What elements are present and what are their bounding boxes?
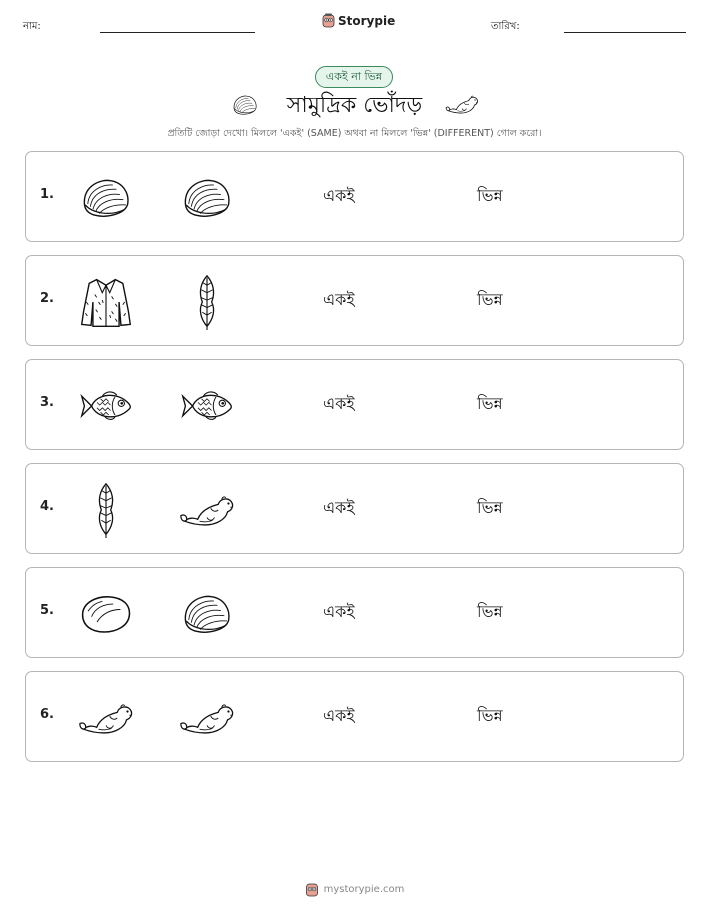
same-option[interactable]: একই — [323, 186, 355, 205]
question-row — [25, 151, 684, 242]
question-row — [25, 359, 684, 450]
different-option[interactable]: ভিন্ন — [477, 394, 503, 413]
footer — [0, 882, 709, 897]
footer-url[interactable]: mystorypie.com — [323, 884, 405, 895]
fish-icon — [180, 388, 234, 424]
same-option[interactable]: একই — [323, 498, 355, 517]
question-number: 2. — [40, 291, 54, 306]
kelp-icon — [193, 274, 221, 330]
date-label: তারিখ: — [491, 21, 520, 32]
clam-icon — [181, 592, 233, 636]
question-row — [25, 255, 684, 346]
right-picture — [179, 274, 235, 330]
question-row — [25, 463, 684, 554]
storypie-mascot-icon — [305, 882, 319, 897]
same-option[interactable]: একই — [323, 706, 355, 725]
date-line[interactable] — [564, 32, 686, 33]
storypie-logo — [322, 13, 395, 28]
different-option[interactable]: ভিন্ন — [477, 498, 503, 517]
brand-name: Storypie — [338, 13, 396, 28]
question-number: 4. — [40, 499, 54, 514]
kelp-icon — [92, 482, 120, 538]
right-picture — [179, 170, 235, 226]
fish-icon — [79, 388, 133, 424]
rock-icon — [79, 593, 133, 635]
different-option[interactable]: ভিন্ন — [477, 602, 503, 621]
same-option[interactable]: একই — [323, 394, 355, 413]
fur-coat-icon — [78, 274, 134, 330]
worksheet-type-badge: একই না ভিন্ন — [315, 66, 393, 88]
different-option[interactable]: ভিন্ন — [477, 706, 503, 725]
sea-otter-icon — [445, 92, 479, 116]
question-row — [25, 671, 684, 762]
right-picture — [179, 482, 235, 538]
name-label: নাম: — [23, 21, 41, 32]
question-row — [25, 567, 684, 658]
left-picture — [78, 378, 134, 434]
sea-otter-icon — [179, 699, 235, 737]
question-number: 6. — [40, 707, 54, 722]
page-title: সামুদ্রিক ভোঁদড় — [286, 93, 423, 118]
question-number: 1. — [40, 187, 54, 202]
sea-otter-icon — [78, 699, 134, 737]
name-line[interactable] — [100, 32, 255, 33]
left-picture — [78, 690, 134, 746]
instructions: প্রতিটি জোড়া দেখো। মিললে 'একই' (SAME) অথবা না মিললে 'ভিন্ন' (DIFFERENT) গোল করো। — [167, 128, 542, 139]
different-option[interactable]: ভিন্ন — [477, 290, 503, 309]
left-picture — [78, 274, 134, 330]
different-option[interactable]: ভিন্ন — [477, 186, 503, 205]
left-picture — [78, 586, 134, 642]
question-number: 5. — [40, 603, 54, 618]
same-option[interactable]: একই — [323, 290, 355, 309]
question-number: 3. — [40, 395, 54, 410]
clam-icon — [80, 176, 132, 220]
right-picture — [179, 586, 235, 642]
left-picture — [78, 482, 134, 538]
sea-otter-icon — [179, 491, 235, 529]
left-picture — [78, 170, 134, 226]
storypie-mascot-icon — [322, 13, 335, 28]
right-picture — [179, 690, 235, 746]
clam-icon — [181, 176, 233, 220]
right-picture — [179, 378, 235, 434]
same-option[interactable]: একই — [323, 602, 355, 621]
